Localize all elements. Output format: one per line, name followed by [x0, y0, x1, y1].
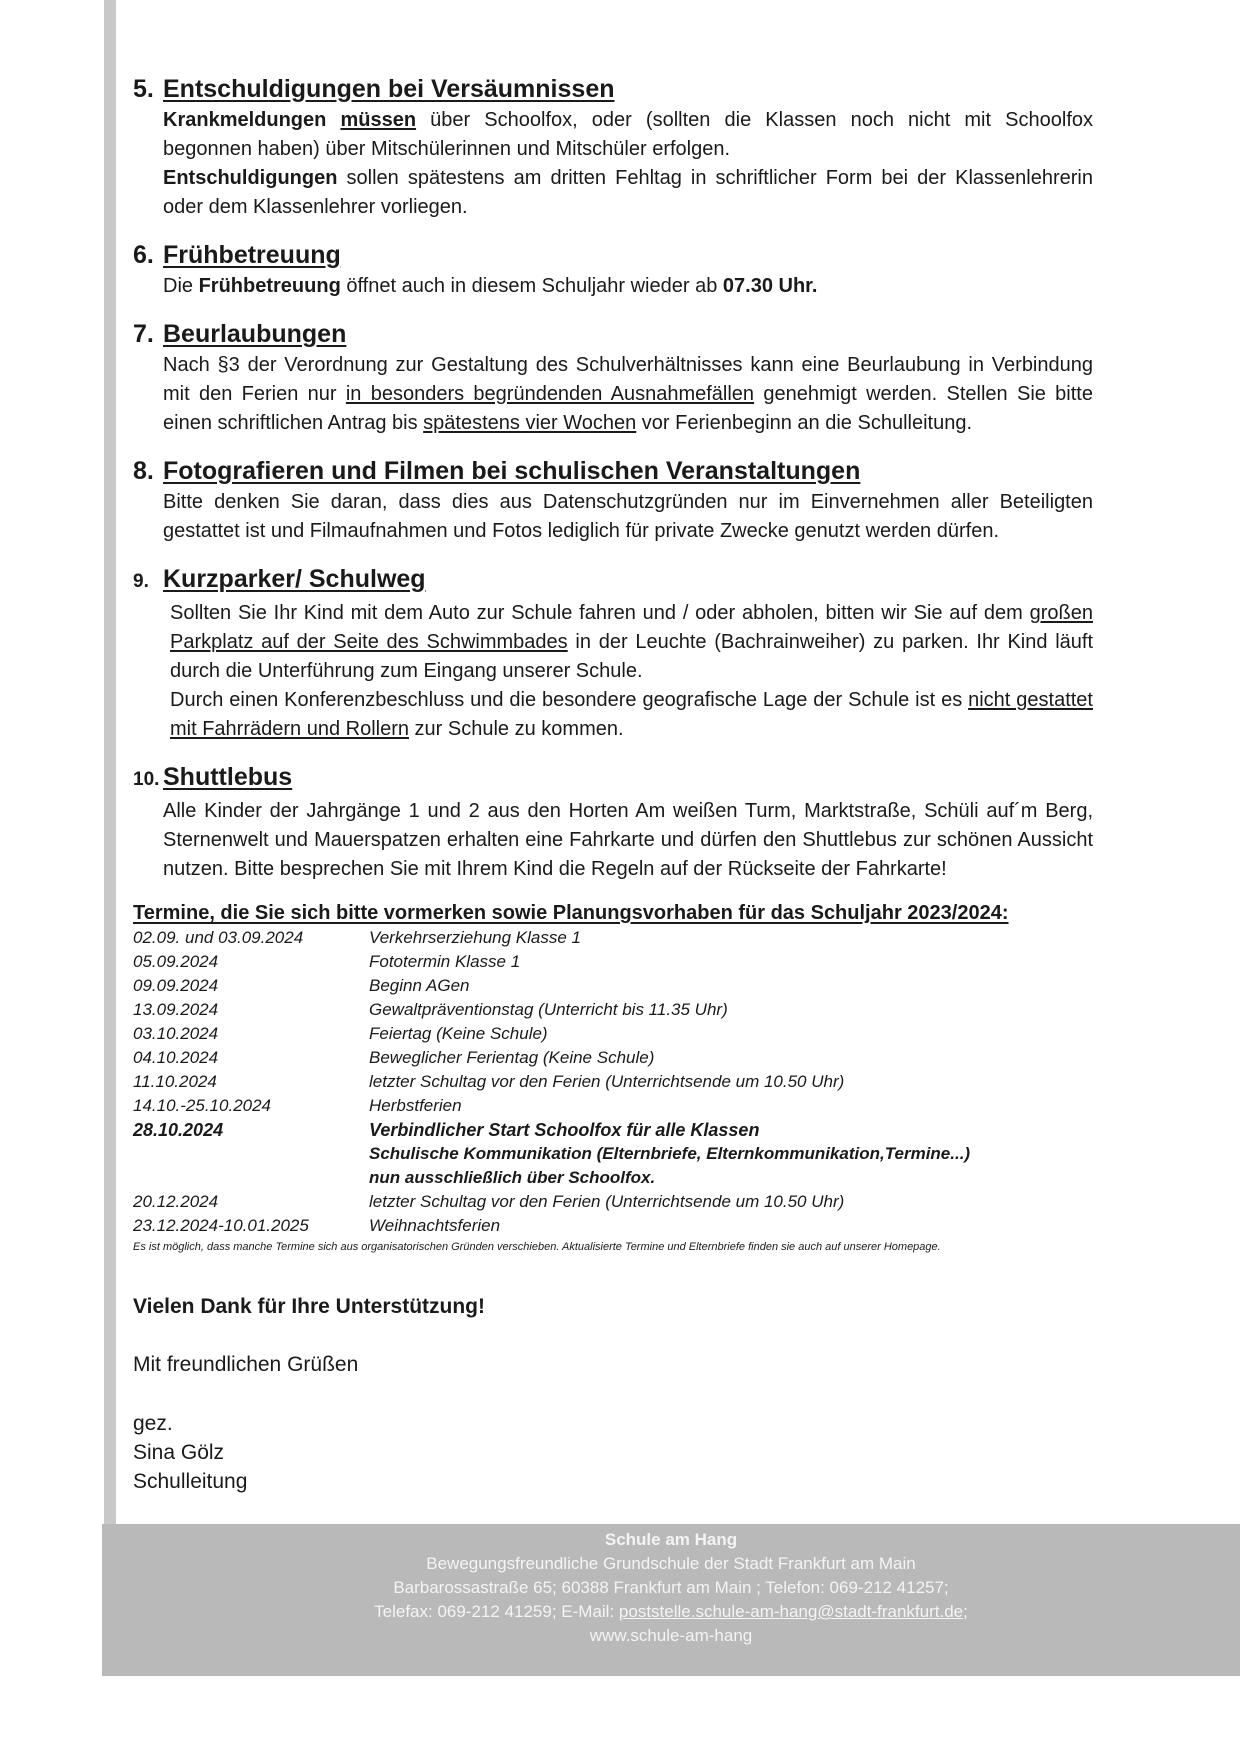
- table-row: [133, 998, 1033, 1022]
- termine-date: 23.12.2024-10.01.2025: [133, 1216, 309, 1235]
- section-body: [133, 599, 1093, 744]
- paragraph: [163, 164, 1093, 222]
- termine-event: nun ausschließlich über Schoolfox.: [369, 1168, 656, 1187]
- termine-date: 13.09.2024: [133, 1000, 219, 1019]
- section-heading: [133, 238, 1093, 272]
- table-row: [133, 1022, 1033, 1046]
- text: Alle Kinder der Jahrgänge 1 und 2 aus den Horten Am weißen Turm, Marktstraße, Schüli auf´m Berg, Sternenwelt und Mauerspatzen erhalten eine Fahrkarte und dürfen den Shuttlebus zur schönen Aussicht nutzen. Bitte besprechen Sie mit Ihrem Kind die Regeln auf der Rückseite der Fahrkarte!: [163, 800, 1093, 880]
- bold-text: Krankmeldungen: [163, 109, 327, 131]
- text: sollen spätestens am dritten Fehltag in schriftlicher Form bei der Klassenlehrerin oder dem Klassenlehrer vorliegen.: [163, 167, 1093, 218]
- section-number: 7.: [133, 320, 154, 348]
- text: Nach §3 der Verordnung zur Gestaltung des Schulverhältnisses kann eine Beurlaubung in Verbindung mit den Ferien nur: [163, 354, 1093, 405]
- table-row: [133, 1214, 1033, 1238]
- underlined-text: in besonders begründenden Ausnahmefällen: [345, 383, 755, 405]
- section-number: 5.: [133, 75, 154, 103]
- termine-date: [133, 1142, 369, 1166]
- section-5: [133, 72, 1093, 222]
- termine-date: 05.09.2024: [133, 952, 219, 971]
- section-9: [133, 562, 1093, 744]
- table-row: [133, 926, 1033, 950]
- termine-date: 11.10.2024: [133, 1072, 217, 1091]
- section-title: Entschuldigungen bei Versäumnissen: [163, 75, 615, 103]
- termine-event: letzter Schultag vor den Ferien (Unterrichtsende um 10.50 Uhr): [369, 1192, 845, 1211]
- table-row: [133, 1046, 1033, 1070]
- section-heading: [133, 562, 1093, 599]
- table-row: [133, 1118, 1033, 1142]
- text: genehmigt werden. Stellen Sie bitte einen schriftlichen Antrag bis: [163, 383, 1093, 434]
- termine-event: Verkehrserziehung Klasse 1: [369, 928, 581, 947]
- table-row: [133, 1094, 1033, 1118]
- termine-date: [133, 1166, 369, 1190]
- termine-event: Schulische Kommunikation (Elternbriefe, Elternkommunikation,Termine...): [369, 1144, 971, 1163]
- section-number: 10.: [133, 769, 160, 790]
- paragraph: [170, 686, 1093, 744]
- text: öffnet auch in diesem Schuljahr wieder ab: [340, 275, 723, 297]
- termine-date: 28.10.2024: [133, 1120, 224, 1140]
- termine-event: Feiertag (Keine Schule): [369, 1024, 548, 1043]
- paragraph: [163, 797, 1093, 884]
- footer-contact: [102, 1600, 1240, 1624]
- paragraph: [163, 488, 1093, 546]
- section-number: 6.: [133, 241, 154, 269]
- termine-heading: Termine, die Sie sich bitte vormerken sowie Planungsvorhaben für das Schuljahr 2023/2024:: [133, 902, 1009, 924]
- text: Die: [163, 275, 199, 297]
- signature-role: Schulleitung: [133, 1470, 248, 1493]
- text: über Schoolfox, oder (sollten die Klassen noch nicht mit Schoolfox begonnen haben) über Mitschülerinnen und Mitschüler erfolgen.: [163, 109, 1093, 160]
- termine-table: [133, 926, 1033, 1238]
- section-8: [133, 454, 1093, 546]
- closing-greeting: Mit freundlichen Grüßen: [133, 1353, 359, 1376]
- termine-date: 02.09. und 03.09.2024: [133, 928, 304, 947]
- table-row: [133, 1070, 1033, 1094]
- left-margin-bar: [104, 0, 116, 1524]
- signature-gez: gez.: [133, 1412, 173, 1435]
- section-title: Frühbetreuung: [163, 241, 341, 269]
- termine-event: Herbstferien: [369, 1096, 462, 1115]
- termine-event: Weihnachtsferien: [369, 1216, 501, 1235]
- letter-footer: [102, 1524, 1240, 1676]
- footer-fax: Telefax: 069-212 41259; E-Mail:: [374, 1602, 619, 1621]
- section-body: [133, 488, 1093, 546]
- footer-website[interactable]: www.schule-am-hang: [589, 1626, 753, 1645]
- footer-address: Barbarossastraße 65; 60388 Frankfurt am Main ; Telefon: 069-212 41257;: [393, 1578, 949, 1597]
- section-heading: [133, 317, 1093, 351]
- text: vor Ferienbeginn an die Schulleitung.: [636, 412, 973, 434]
- bold-text: Frühbetreuung: [198, 275, 341, 297]
- table-row: [133, 1166, 1033, 1190]
- text: Durch einen Konferenzbeschluss und die besondere geografische Lage der Schule ist es: [170, 689, 969, 711]
- paragraph: [163, 272, 1093, 301]
- text: Sollten Sie Ihr Kind mit dem Auto zur Schule fahren und / oder abholen, bitten wir Sie auf dem: [170, 602, 1030, 624]
- section-title: Kurzparker/ Schulweg: [163, 565, 426, 593]
- text: Bitte denken Sie daran, dass dies aus Datenschutzgründen nur im Einvernehmen aller Beteiligten gestattet ist und Filmaufnahmen und Fotos lediglich für private Zwecke genutzt werden dürfen.: [163, 491, 1093, 542]
- footer-email-link[interactable]: poststelle.schule-am-hang@stadt-frankfurt.de: [618, 1602, 964, 1621]
- signature-block: [133, 1409, 1093, 1496]
- section-heading: [133, 760, 1093, 797]
- section-6: [133, 238, 1093, 301]
- termine-event: Verbindlicher Start Schoolfox für alle Klassen: [369, 1120, 760, 1140]
- termine-event: Beweglicher Ferientag (Keine Schule): [369, 1048, 655, 1067]
- paragraph: [163, 351, 1093, 438]
- section-body: [133, 272, 1093, 301]
- footer-school-name: Schule am Hang: [604, 1530, 738, 1549]
- underlined-text: großen Parkplatz auf der Seite des Schwimmbades: [170, 602, 1093, 653]
- underlined-text: nicht gestattet mit Fahrrädern und Rollern: [170, 689, 1093, 740]
- termine-date: 09.09.2024: [133, 976, 219, 995]
- bold-text: 07.30 Uhr.: [722, 275, 818, 297]
- section-body: [133, 106, 1093, 222]
- table-row: [133, 950, 1033, 974]
- table-row: [133, 1190, 1033, 1214]
- section-title: Shuttlebus: [163, 763, 293, 791]
- termine-date: 03.10.2024: [133, 1024, 219, 1043]
- thanks-text: Vielen Dank für Ihre Unterstützung!: [133, 1295, 485, 1318]
- termine-date: 04.10.2024: [133, 1048, 219, 1067]
- section-10: [133, 760, 1093, 884]
- table-row: [133, 1142, 1033, 1166]
- termine-event: Beginn AGen: [369, 976, 470, 995]
- letter-content: [133, 72, 1093, 1496]
- section-7: [133, 317, 1093, 438]
- section-heading: [133, 454, 1093, 488]
- termine-date: 14.10.-25.10.2024: [133, 1096, 272, 1115]
- signature-name: Sina Gölz: [133, 1441, 225, 1464]
- text: in der Leuchte (Bachrainweiher) zu parken. Ihr Kind läuft durch die Unterführung zum Eingang unserer Schule.: [170, 631, 1093, 682]
- termine-note: Es ist möglich, dass manche Termine sich aus organisatorischen Gründen verschieben. Aktualisierte Termine und Elternbriefe finden sie auch auf unserer Homepage.: [133, 1241, 941, 1253]
- termine-event: Fototermin Klasse 1: [369, 952, 521, 971]
- footer-separator: ;: [963, 1602, 968, 1621]
- paragraph: [170, 599, 1093, 686]
- section-number: 9.: [133, 571, 149, 592]
- section-heading: [133, 72, 1093, 106]
- table-row: [133, 974, 1033, 998]
- termine-date: 20.12.2024: [133, 1192, 219, 1211]
- termine-event: Gewaltpräventionstag (Unterricht bis 11.35 Uhr): [369, 1000, 728, 1019]
- section-title: Fotografieren und Filmen bei schulischen Veranstaltungen: [163, 457, 861, 485]
- section-body: [133, 351, 1093, 438]
- footer-subtitle: Bewegungsfreundliche Grundschule der Stadt Frankfurt am Main: [426, 1554, 916, 1573]
- section-body: [133, 797, 1093, 884]
- underlined-bold-text: müssen: [340, 109, 417, 131]
- paragraph: [163, 106, 1093, 164]
- text: zur Schule zu kommen.: [409, 718, 624, 740]
- section-title: Beurlaubungen: [163, 320, 347, 348]
- underlined-text: spätestens vier Wochen: [423, 412, 637, 434]
- bold-text: Entschuldigungen: [163, 167, 338, 189]
- section-number: 8.: [133, 457, 154, 485]
- termine-event: letzter Schultag vor den Ferien (Unterrichtsende um 10.50 Uhr): [369, 1072, 845, 1091]
